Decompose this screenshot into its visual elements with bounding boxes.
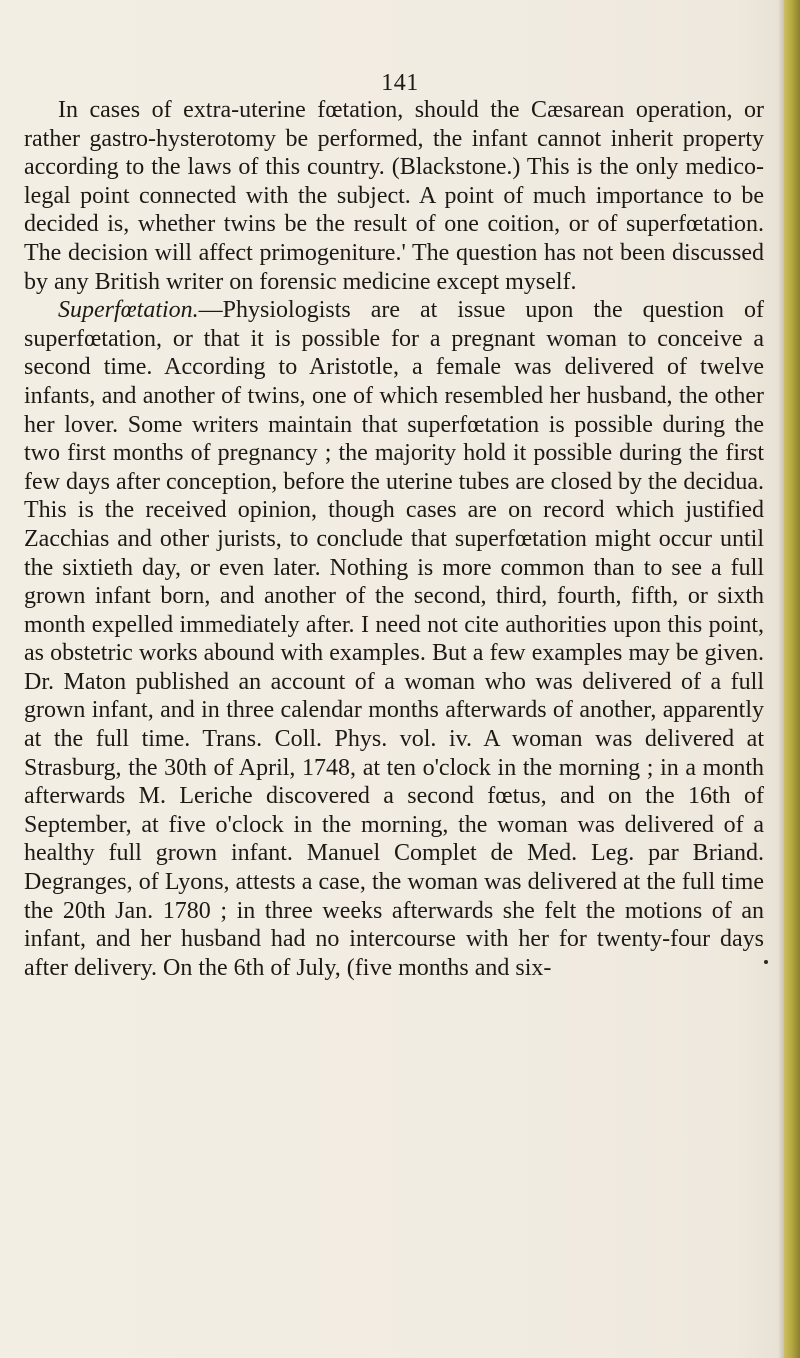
paragraph-superfoetation-text: —Physiologists are at issue upon the question of superfœtation, or that it is possible for a pregnant woman to conceive a second time. According to Aristotle, a female was delivered of twelve infants, and another of twins, one of which resembled her husband, the other her lover. Some writers maintain that superfœtation is possible during the two first months of pregnancy ; the majority hold it possible during the first few days after conception, before the uterine tubes are closed by the decidua. This is the received opinion, though cases are on record which justified Zacchias and other jurists, to conclude that superfœtation might occur until the sixtieth day, or even later. Nothing is more common than to see a full grown infant born, and another of the second, third, fourth, fifth, or sixth month expelled immediately after. I need not cite authorities upon this point, as obstetric works abound with examples. But a few examples may be given. Dr. Maton published an account of a woman who was delivered of a full grown infant, and in three calendar months afterwards of another, apparently at the full time. Trans. Coll. Phys. vol. iv. A woman was delivered at Strasburg, the 30th of April, 1748, at ten o'clock in the morning ; in a month afterwards M. Leriche discovered a second fœtus, and on the 16th of September, at five o'clock in the morning, the woman was delivered of a healthy full grown infant. Manuel Complet de Med. Leg. par Briand. Degranges, of Lyons, attests a case, the woman was delivered at the full time the 20th Jan. 1780 ; in three weeks afterwards she felt the motions of an infant, and her husband had no intercourse with her for twenty-four days after delivery. On the 6th of July, (five months and six-: [24, 297, 764, 981]
body-text: [24, 96, 764, 982]
ink-speck: [764, 960, 768, 964]
section-heading-superfoetation: Superfœtation.: [58, 297, 199, 324]
paragraph-extra-uterine: In cases of extra-uterine fœtation, should the Cæsarean operation, or rather gastro-hysterotomy be performed, the infant cannot inherit property according to the laws of this country. (Blackstone.) This is the only medico-legal point connected with the subject. A point of much importance to be decided is, whether twins be the result of one coition, or of superfœtation. The decision will affect primogeniture.' The question has not been discussed by any British writer on forensic medicine except myself.: [24, 97, 764, 295]
page-number: 141: [381, 70, 419, 96]
page-edge-strip: [784, 0, 800, 1358]
paragraph-superfoetation: [24, 296, 764, 982]
